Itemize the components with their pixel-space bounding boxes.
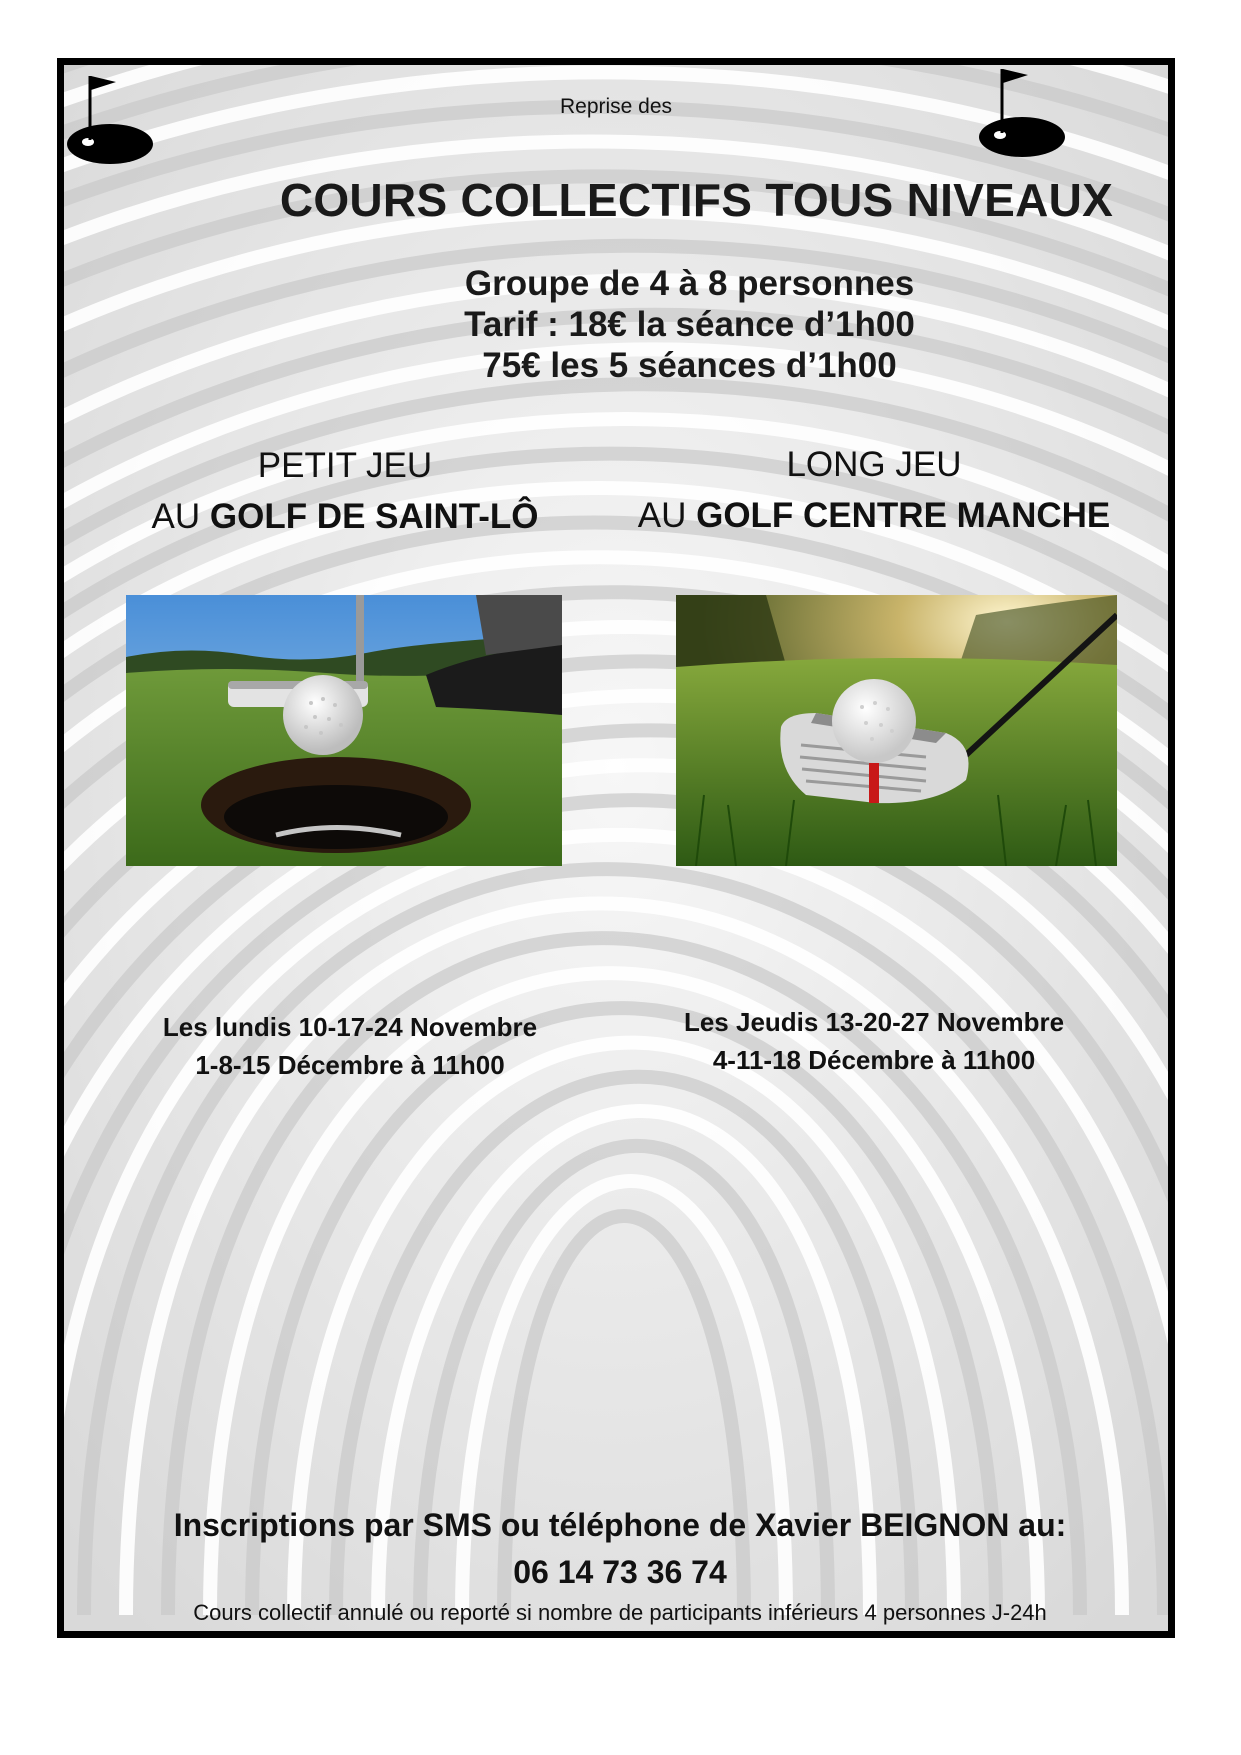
- golf-flag-hole-icon: [64, 70, 156, 170]
- poster-frame: [57, 58, 1175, 1638]
- right-column-heading: [614, 439, 1134, 541]
- poster-title: COURS COLLECTIFS TOUS NIVEAUX: [279, 174, 1114, 226]
- phone-number: 06 14 73 36 74: [513, 1554, 727, 1590]
- cancellation-note: Cours collectif annulé ou reporté si nombre de participants inférieurs 4 personnes J-24h: [193, 1600, 1047, 1625]
- right-schedule-line1: Les Jeudis 13-20-27 Novembre: [683, 1007, 1065, 1037]
- left-schedule-line1: Les lundis 10-17-24 Novembre: [162, 1012, 538, 1042]
- signup-line: Inscriptions par SMS ou téléphone de Xavier BEIGNON au:: [173, 1507, 1067, 1543]
- right-heading-line2: AU GOLF CENTRE MANCHE: [637, 496, 1111, 535]
- left-heading-line1: PETIT JEU: [257, 446, 433, 485]
- left-heading-line2: AU GOLF DE SAINT-LÔ: [151, 497, 539, 536]
- right-schedule: [624, 1003, 1124, 1079]
- golf-putt-photo: [126, 595, 562, 866]
- signup-block: [64, 1502, 1175, 1596]
- kicker-text: Reprise des: [559, 95, 673, 118]
- left-column-heading: [120, 440, 570, 542]
- price-line: Tarif : 18€ la séance d’1h00: [464, 305, 915, 344]
- pricing-block: [64, 263, 1175, 386]
- right-course-name: GOLF CENTRE MANCHE: [696, 496, 1111, 535]
- pack-price-line: 75€ les 5 séances d’1h00: [482, 346, 897, 385]
- left-schedule: [130, 1008, 570, 1084]
- left-schedule-line2: 1-8-15 Décembre à 11h00: [195, 1050, 505, 1080]
- right-schedule-line2: 4-11-18 Décembre à 11h00: [712, 1045, 1036, 1075]
- left-course-name: GOLF DE SAINT-LÔ: [209, 497, 539, 536]
- golf-driver-photo: [676, 595, 1117, 866]
- right-heading-line1: LONG JEU: [786, 445, 962, 484]
- group-size-line: Groupe de 4 à 8 personnes: [464, 264, 915, 303]
